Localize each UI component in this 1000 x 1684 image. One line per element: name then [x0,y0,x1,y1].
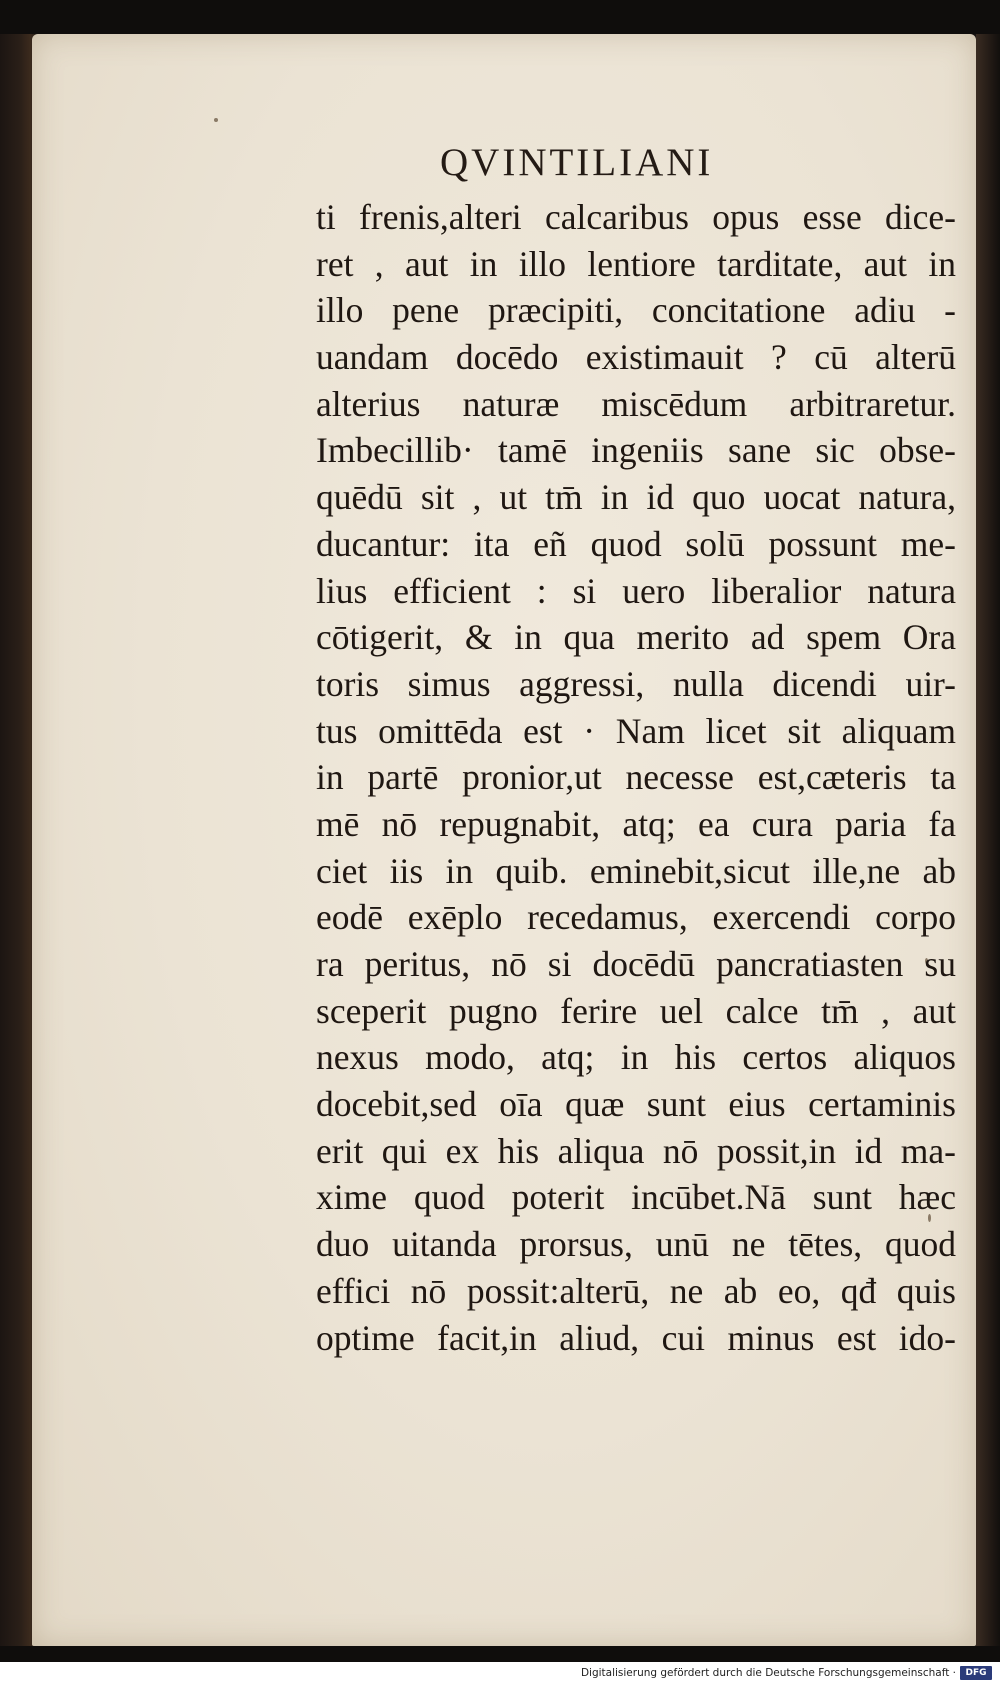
running-head: QVINTILIANI [440,141,714,184]
text-line: eodē exēplo recedamus, exercendi corpo [316,897,956,938]
text-line: cōtigerit, & in qua merito ad spem Ora [316,617,956,658]
page-text-block [316,194,956,1361]
text-line: ciet iis in quib. eminebit,sicut ille,ne ab [316,850,956,891]
text-line: quēdū sit , ut tm̄ in id quo uocat natura, [316,477,956,518]
dfg-logo: DFG [960,1666,992,1680]
text-line: docebit,sed oīa quæ sunt eius certaminis [316,1084,956,1125]
text-line: optime facit,in aliud, cui minus est ido- [316,1317,956,1358]
text-line: nexus modo, atq; in his certos aliquos [316,1037,956,1078]
scan-bottom-edge [0,1646,1000,1662]
scan-top-edge [0,0,1000,34]
text-line: Imbecillib· tamē ingeniis sane sic obse- [316,430,956,471]
page-fore-edge [976,34,1000,1646]
text-line: lius efficient : si uero liberalior natura [316,570,956,611]
text-line: ret , aut in illo lentiore tarditate, aut in [316,243,956,284]
text-line: uandam docēdo existimauit ? cū alterū [316,337,956,378]
text-line: tus omittēda est · Nam licet sit aliquam [316,710,956,751]
text-line: mē nō repugnabit, atq; ea cura paria fa [316,803,956,844]
text-line: ducantur: ita eñ quod solū possunt me- [316,523,956,564]
text-line: sceperit pugno ferire uel calce tm̄ , aut [316,990,956,1031]
text-line: effici nō possit:alterū, ne ab eo, qđ quis [316,1270,956,1311]
text-line: alterius naturæ miscēdum arbitraretur. [316,383,956,424]
text-line: illo pene præcipiti, concitatione adiu - [316,290,956,331]
text-line: xime quod poterit incūbet.Nā sunt hæc [316,1177,956,1218]
text-line: in partē pronior,ut necesse est,cæteris ta [316,757,956,798]
text-line: ti frenis,alteri calcaribus opus esse dice- [316,197,956,237]
paper-speck [214,118,218,122]
digitization-credit: Digitalisierung gefördert durch die Deutsche Forschungsgemeinschaft · [580,1667,956,1679]
text-line: duo uitanda prorsus, unū ne tētes, quod [316,1224,956,1265]
text-line: erit qui ex his aliqua nō possit,in id ma- [316,1130,956,1171]
text-line: toris simus aggressi, nulla dicendi uir- [316,663,956,704]
text-line: ra peritus, nō si docēdū pancratiasten su [316,944,956,984]
